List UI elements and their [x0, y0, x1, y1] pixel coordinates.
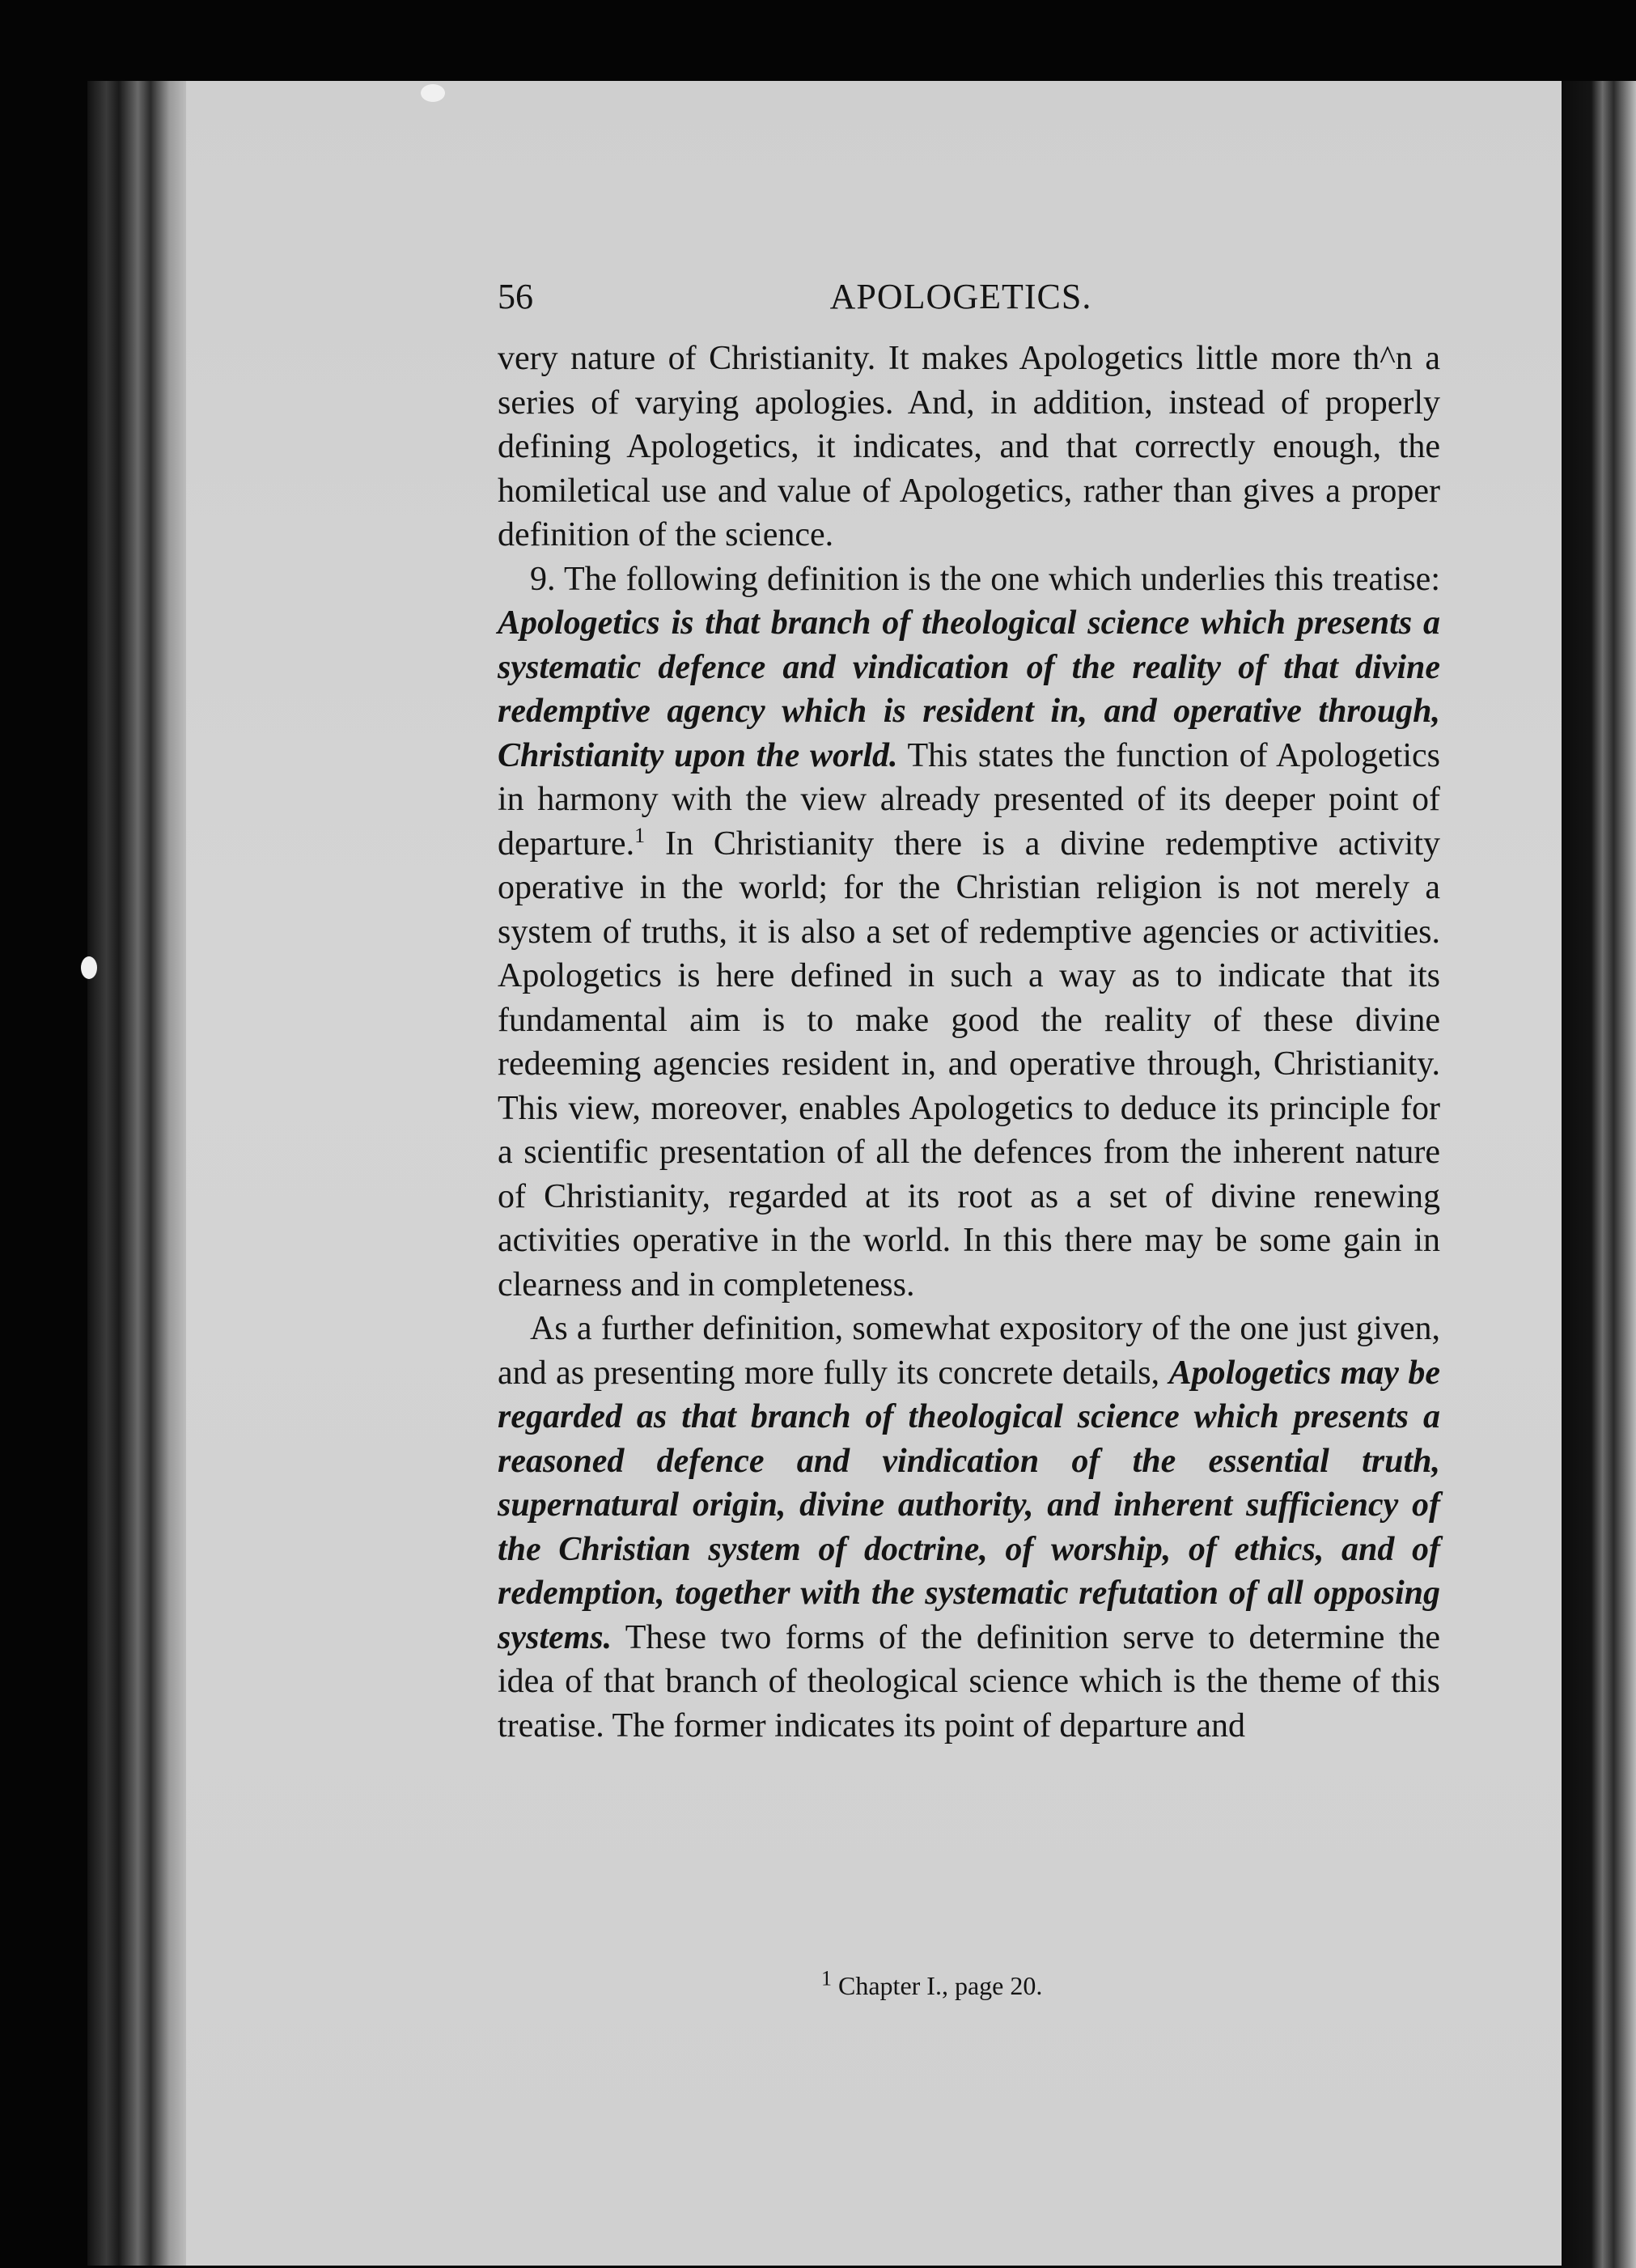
footnote-mark: 1	[821, 1966, 832, 1990]
scan-speck	[81, 956, 97, 979]
page-text	[498, 275, 1440, 1748]
paragraph-text: very nature of Christianity. It makes Apologetics little more th^n a series of varying apologies. And, in addition, instead of properly defining Apologetics, it indicates, and that correctly enough, the homiletical use and value of Apologetics, rather than gives a proper definition of the science.	[498, 340, 1440, 553]
paragraph-text: 9. The following definition is the one which underlies this treatise:	[530, 560, 1440, 598]
definition-italic: Apologetics may be regarded as that branch of theological science which presents a reasoned defence and vindication of the essential truth, supernatural origin, divine authority, and inherent sufficiency of the Christian system of doctrine, of worship, of ethics, and of redemption, together with the systematic refutation of all opposing systems.	[498, 1354, 1440, 1656]
paragraph	[498, 557, 1440, 1308]
paragraph	[498, 1307, 1440, 1748]
paragraph	[498, 337, 1440, 557]
running-title: APOLOGETICS.	[829, 277, 1092, 316]
binding-edge	[87, 81, 193, 2266]
running-head	[498, 275, 1440, 337]
footnote-text: Chapter I., page 20.	[838, 1971, 1043, 2000]
paragraph-text: In Christianity there is a divine redemptive activity operative in the world; for the Christian religion is not merely a system of truths, it is also a set of redemptive agencies or activities. Apologetics is here defined in such a way as to indicate that its fundamental aim is to make good the reality of these divine redeeming agencies resident in, and operative through, Christianity. This view, moreover, enables Apologetics to deduce its principle for a scientific presentation of all the defences from the inherent nature of Christianity, regarded at its root as a set of divine renewing activities operative in the world. In this there may be some gain in clearness and in completeness.	[498, 825, 1440, 1304]
page-number: 56	[498, 277, 533, 316]
paragraph-text: As a further definition, somewhat expository of the one just given, and as presenting more fully its concrete details,	[498, 1310, 1440, 1392]
body-text	[498, 337, 1440, 1748]
footnote-marker: 1	[634, 823, 646, 847]
scan-speck	[421, 84, 445, 102]
paragraph-text: This states the function of Apologetics in harmony with the view already presented of its deeper point of departure.	[498, 736, 1440, 863]
footnote	[821, 1966, 1307, 2001]
definition-italic: Apologetics is that branch of theological science which presents a systematic defence and vindication of the reality of that divine redemptive agency which is resident in, and operative through, Christianity upon the world.	[498, 604, 1440, 774]
right-page-edge	[1562, 81, 1636, 2268]
paragraph-text: These two forms of the definition serve to determine the idea of that branch of theological science which is the theme of this treatise. The former indicates its point of departure and	[498, 1618, 1440, 1744]
